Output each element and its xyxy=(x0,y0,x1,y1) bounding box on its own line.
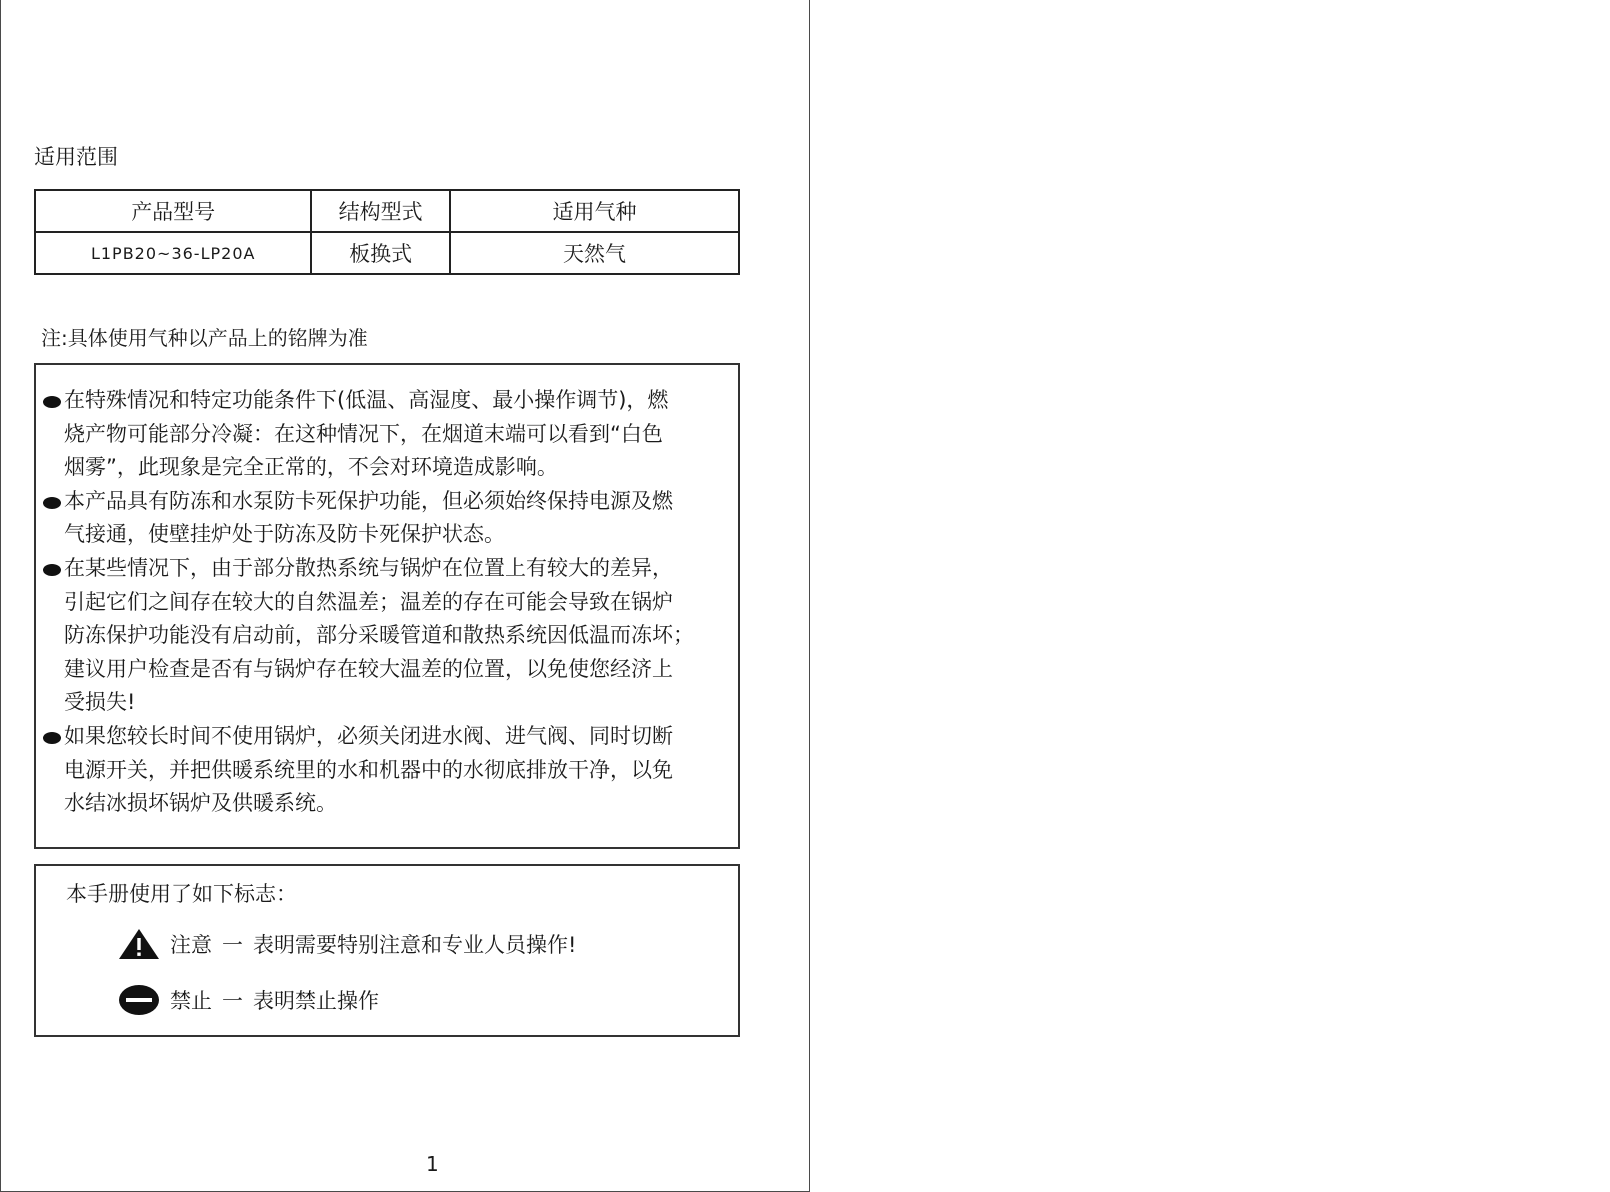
table-header-row xyxy=(35,190,739,232)
warning-line: 电源开关，并把供暖系统里的水和机器中的水彻底排放干净，以免 xyxy=(64,757,673,782)
warning-item xyxy=(36,552,736,720)
legend-description: 表明需要特别注意和专业人员操作! xyxy=(253,933,577,957)
warning-line: 烟雾”，此现象是完全正常的，不会对环境造成影响。 xyxy=(64,455,558,480)
warning-line: 防冻保护功能没有启动前，部分采暖管道和散热系统因低温而冻坏； xyxy=(64,623,694,648)
warning-line: 烧产物可能部分冷凝：在这种情况下，在烟道末端可以看到“白色 xyxy=(64,421,663,446)
legend-row-prohibited xyxy=(118,984,379,1016)
model-table xyxy=(34,189,740,275)
table-header-cell: 适用气种 xyxy=(450,190,739,232)
warning-line: 建议用户检查是否有与锅炉存在较大温差的位置，以免使您经济上 xyxy=(64,656,673,681)
legend-description: 表明禁止操作 xyxy=(253,989,379,1013)
legend-row-caution xyxy=(118,928,576,960)
table-header-cell: 结构型式 xyxy=(311,190,450,232)
section-title: 适用范围 xyxy=(34,145,118,169)
warning-item xyxy=(36,384,736,485)
page-number: 1 xyxy=(426,1152,439,1176)
warning-item xyxy=(36,720,736,821)
table-cell-structure: 板换式 xyxy=(311,232,450,274)
legend-label: 禁止 xyxy=(170,989,212,1013)
warning-box xyxy=(34,363,740,849)
warning-line: 如果您较长时间不使用锅炉，必须关闭进水阀、进气阀、同时切断 xyxy=(64,723,673,748)
prohibited-icon xyxy=(118,984,160,1016)
warning-list xyxy=(36,384,736,821)
warning-item xyxy=(36,485,736,552)
warning-line: 水结冰损坏锅炉及供暖系统。 xyxy=(64,791,337,816)
table-cell-model: L1PB20~36-LP20A xyxy=(35,232,311,274)
legend-label: 注意 xyxy=(170,933,212,957)
bullet-icon xyxy=(43,732,61,744)
gas-type-note: 注:具体使用气种以产品上的铭牌为准 xyxy=(41,326,368,350)
warning-line: 气接通，使壁挂炉处于防冻及防卡死保护状态。 xyxy=(64,522,505,547)
bullet-icon xyxy=(43,564,61,576)
symbol-legend-box xyxy=(34,864,740,1037)
warning-line: 受损失! xyxy=(64,690,136,715)
warning-line: 引起它们之间存在较大的自然温差；温差的存在可能会导致在锅炉 xyxy=(64,589,673,614)
warning-triangle-icon xyxy=(118,928,160,960)
bullet-icon xyxy=(43,396,61,408)
legend-intro: 本手册使用了如下标志： xyxy=(66,882,297,906)
warning-line: 本产品具有防冻和水泵防卡死保护功能，但必须始终保持电源及燃 xyxy=(64,488,673,513)
table-row xyxy=(35,232,739,274)
legend-separator: 一 xyxy=(222,933,243,957)
warning-line: 在某些情况下，由于部分散热系统与锅炉在位置上有较大的差异， xyxy=(64,555,673,580)
legend-separator: 一 xyxy=(222,989,243,1013)
table-header-cell: 产品型号 xyxy=(35,190,311,232)
bullet-icon xyxy=(43,497,61,509)
warning-line: 在特殊情况和特定功能条件下(低温、高湿度、最小操作调节)，燃 xyxy=(64,388,669,412)
table-cell-gas-type: 天然气 xyxy=(450,232,739,274)
